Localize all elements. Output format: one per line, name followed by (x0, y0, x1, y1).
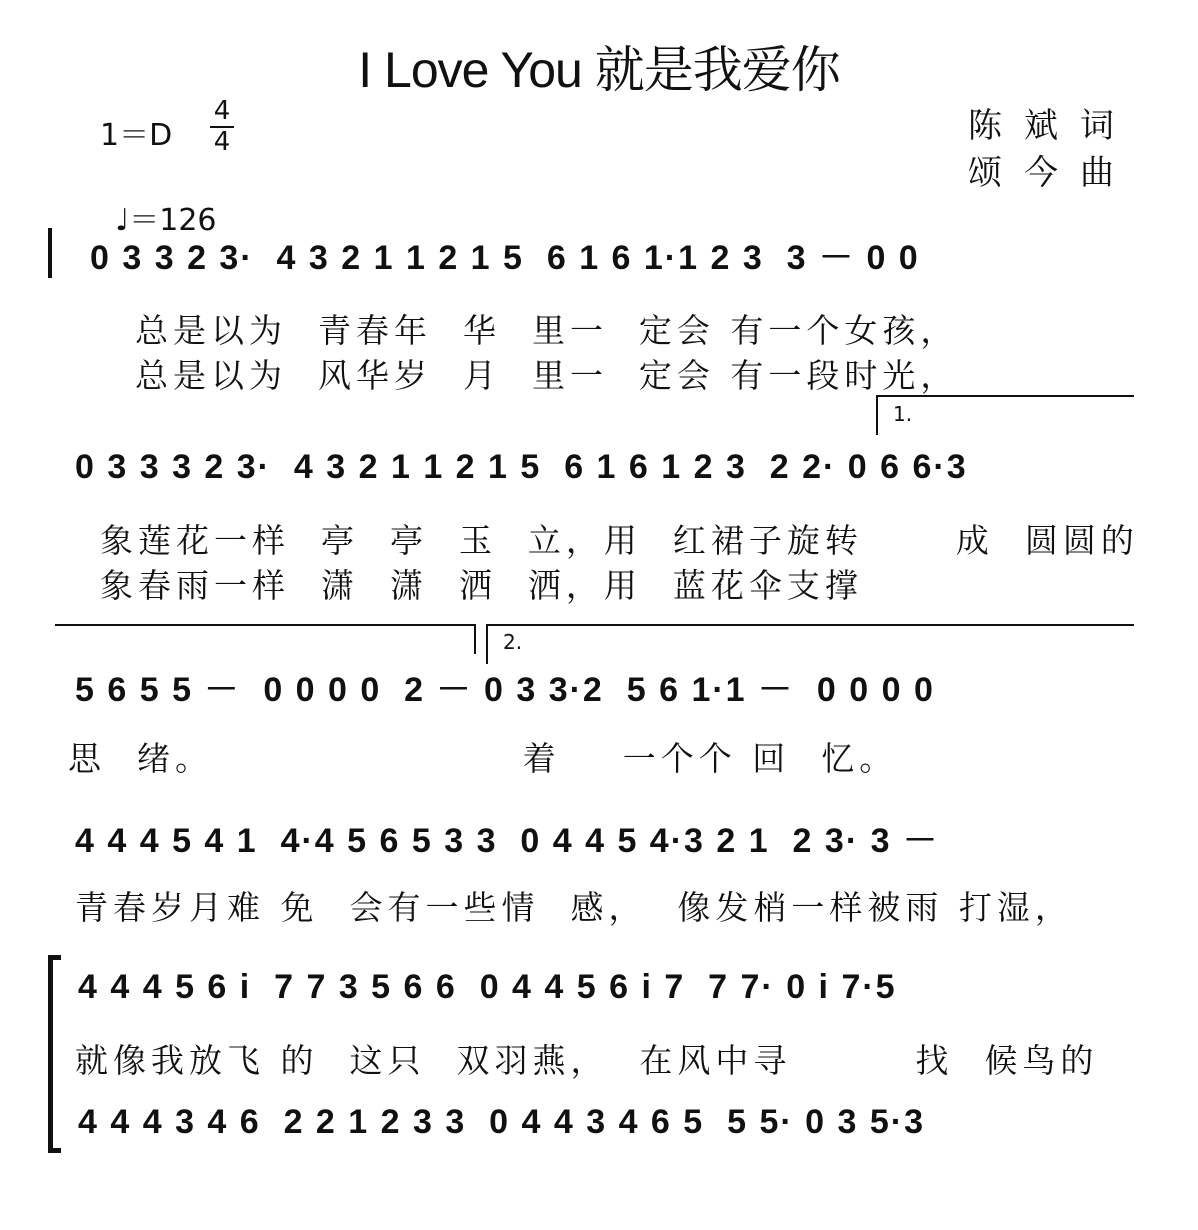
notation-staff-4: 4 4 4 5 4 1 4·4 5 6 5 3 3 0 4 4 5 4·3 2 1 2 3· 3 － (75, 822, 939, 860)
lyric-line-5: 思 绪。 着 一个个 回 忆。 (68, 739, 898, 778)
key-signature: 1＝D (100, 118, 173, 153)
notation-staff-2: 0 3 3 3 2 3· 4 3 2 1 1 2 1 5 6 1 6 1 2 3 2 2· 0 6 6·3 (75, 448, 968, 486)
time-bottom: 4 (213, 127, 231, 157)
lyric-line-2: 总是以为 风华岁 月 里一 定会 有一段时光， (135, 356, 959, 395)
lyric-line-4: 象春雨一样 潇 潇 洒 洒，用 蓝花伞支撑 (100, 566, 863, 605)
quarter-note-icon: ♩ (115, 203, 130, 238)
volta-1-continuation (55, 624, 475, 626)
volta-1-end-tick (474, 624, 476, 654)
volta-2-tick (486, 624, 488, 664)
volta-1-line (876, 395, 1134, 397)
system-bracket (48, 955, 61, 1153)
lyricist: 陈斌词 (968, 106, 1136, 146)
notation-staff-3: 5 6 5 5 － 0 0 0 0 2 － 0 3 3·2 5 6 1·1 － 0 0 0 0 (75, 671, 935, 709)
tempo-marking (96, 160, 217, 239)
notation-staff-6: 4 4 4 3 4 6 2 2 1 2 3 3 0 4 4 3 4 6 5 5 5· 0 3 5·3 (78, 1103, 925, 1141)
volta-1-label: 1. (893, 402, 913, 426)
volta-2-label: 2. (503, 630, 523, 654)
repeat-start-bar (48, 228, 52, 278)
lyric-line-6: 青春岁月难 免 会有一些情 感， 像发梢一样被雨 打湿， (75, 888, 1073, 927)
time-top: 4 (213, 96, 231, 126)
notation-staff-1: 0 3 3 2 3· 4 3 2 1 1 2 1 5 6 1 6 1·1 2 3 3 － 0 0 (90, 239, 920, 277)
notation-staff-5: 4 4 4 5 6 i 7 7 3 5 6 6 0 4 4 5 6 i 7 7 7· 0 i 7·5 (78, 968, 897, 1006)
tempo-value: ＝126 (129, 203, 217, 238)
time-signature (208, 98, 236, 156)
song-title: I Love You 就是我爱你 (358, 42, 840, 98)
lyric-line-7: 就像我放飞 的 这只 双羽燕， 在风中寻 找 候鸟的 (75, 1041, 1099, 1080)
composer: 颂今曲 (968, 153, 1136, 193)
volta-1-tick (876, 395, 878, 435)
lyric-line-3: 象莲花一样 亭 亭 玉 立，用 红裙子旋转 成 圆圆的 (100, 521, 1139, 560)
lyric-line-1: 总是以为 青春年 华 里一 定会 有一个女孩， (135, 311, 959, 350)
volta-2-line (486, 624, 1134, 626)
